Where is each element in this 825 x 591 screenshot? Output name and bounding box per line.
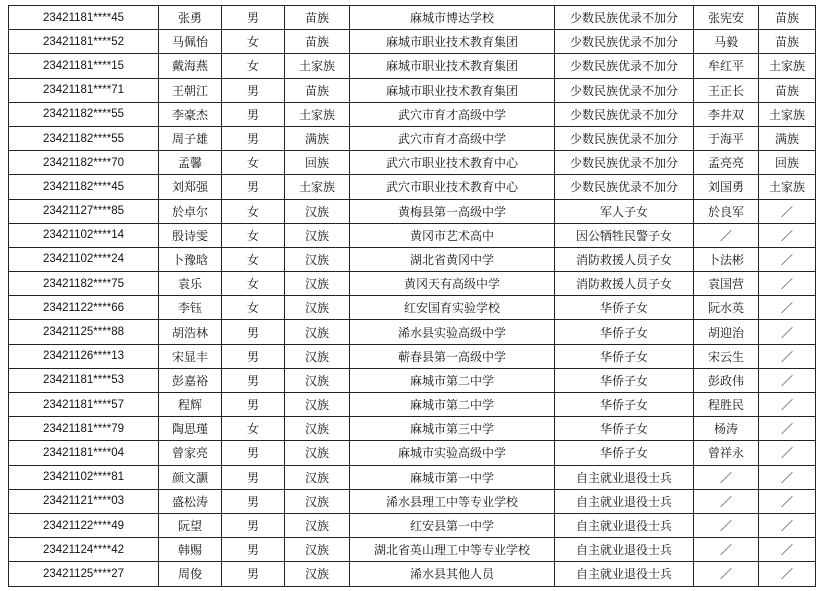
gender-cell: 男 — [222, 368, 285, 392]
exam-id-cell: 23421126****13 — [9, 344, 159, 368]
guardian-cell: 杨涛 — [694, 417, 759, 441]
ethnicity-cell: 汉族 — [285, 417, 350, 441]
school-cell: 湖北省黄冈中学 — [350, 247, 555, 271]
ethnicity-cell: 汉族 — [285, 344, 350, 368]
guardian-ethnicity-cell: ／ — [759, 513, 816, 537]
table-row — [9, 102, 816, 126]
guardian-cell: 阮水英 — [694, 296, 759, 320]
school-cell: 麻城市职业技术教育集团 — [350, 54, 555, 78]
ethnicity-cell: 汉族 — [285, 441, 350, 465]
exam-id-cell: 23421125****88 — [9, 320, 159, 344]
exam-id-cell: 23421182****55 — [9, 102, 159, 126]
ethnicity-cell: 汉族 — [285, 562, 350, 586]
guardian-ethnicity-cell: ／ — [759, 199, 816, 223]
name-cell: 周俊 — [159, 562, 222, 586]
exam-id-cell: 23421181****79 — [9, 417, 159, 441]
school-cell: 浠水县理工中等专业学校 — [350, 489, 555, 513]
guardian-ethnicity-cell: ／ — [759, 320, 816, 344]
guardian-ethnicity-cell: 回族 — [759, 151, 816, 175]
policy-cell: 因公牺牲民警子女 — [555, 223, 694, 247]
exam-id-cell: 23421181****57 — [9, 393, 159, 417]
gender-cell: 男 — [222, 393, 285, 417]
exam-id-cell: 23421124****42 — [9, 538, 159, 562]
policy-cell: 少数民族优录不加分 — [555, 151, 694, 175]
guardian-ethnicity-cell: ／ — [759, 272, 816, 296]
guardian-ethnicity-cell: 土家族 — [759, 175, 816, 199]
name-cell: 殷诗雯 — [159, 223, 222, 247]
exam-id-cell: 23421181****15 — [9, 54, 159, 78]
gender-cell: 女 — [222, 151, 285, 175]
guardian-ethnicity-cell: ／ — [759, 344, 816, 368]
table-row — [9, 126, 816, 150]
ethnicity-cell: 苗族 — [285, 6, 350, 30]
table-row — [9, 247, 816, 271]
gender-cell: 男 — [222, 78, 285, 102]
guardian-cell: 马毅 — [694, 30, 759, 54]
guardian-cell: 于海平 — [694, 126, 759, 150]
table-row — [9, 296, 816, 320]
gender-cell: 男 — [222, 538, 285, 562]
name-cell: 彭嘉裕 — [159, 368, 222, 392]
school-cell: 黄冈市艺术高中 — [350, 223, 555, 247]
gender-cell: 女 — [222, 272, 285, 296]
exam-id-cell: 23421121****03 — [9, 489, 159, 513]
exam-id-cell: 23421125****27 — [9, 562, 159, 586]
policy-cell: 军人子女 — [555, 199, 694, 223]
gender-cell: 男 — [222, 513, 285, 537]
policy-cell: 消防救援人员子女 — [555, 272, 694, 296]
guardian-cell: 彭政伟 — [694, 368, 759, 392]
ethnicity-cell: 汉族 — [285, 320, 350, 344]
table-row — [9, 151, 816, 175]
guardian-ethnicity-cell: ／ — [759, 562, 816, 586]
exam-id-cell: 23421181****53 — [9, 368, 159, 392]
gender-cell: 男 — [222, 126, 285, 150]
name-cell: 戴海燕 — [159, 54, 222, 78]
ethnicity-cell: 土家族 — [285, 175, 350, 199]
school-cell: 武穴市职业技术教育中心 — [350, 175, 555, 199]
guardian-cell: 牟红平 — [694, 54, 759, 78]
exam-id-cell: 23421122****49 — [9, 513, 159, 537]
school-cell: 武穴市育才高级中学 — [350, 102, 555, 126]
policy-cell: 少数民族优录不加分 — [555, 6, 694, 30]
school-cell: 红安国育实验学校 — [350, 296, 555, 320]
policy-cell: 华侨子女 — [555, 393, 694, 417]
ethnicity-cell: 汉族 — [285, 489, 350, 513]
ethnicity-cell: 苗族 — [285, 30, 350, 54]
ethnicity-cell: 汉族 — [285, 393, 350, 417]
table-row — [9, 344, 816, 368]
name-cell: 孟馨 — [159, 151, 222, 175]
school-cell: 麻城市职业技术教育集团 — [350, 78, 555, 102]
school-cell: 浠水县实验高级中学 — [350, 320, 555, 344]
policy-cell: 少数民族优录不加分 — [555, 30, 694, 54]
gender-cell: 男 — [222, 320, 285, 344]
guardian-ethnicity-cell: ／ — [759, 296, 816, 320]
guardian-cell: ／ — [694, 562, 759, 586]
policy-cell: 少数民族优录不加分 — [555, 102, 694, 126]
name-cell: 曾家亮 — [159, 441, 222, 465]
table-row — [9, 489, 816, 513]
ethnicity-cell: 汉族 — [285, 296, 350, 320]
gender-cell: 女 — [222, 30, 285, 54]
name-cell: 盛松涛 — [159, 489, 222, 513]
school-cell: 麻城市博达学校 — [350, 6, 555, 30]
table-row — [9, 393, 816, 417]
ethnicity-cell: 汉族 — [285, 513, 350, 537]
ethnicity-cell: 汉族 — [285, 247, 350, 271]
table-row — [9, 272, 816, 296]
guardian-cell: 胡迎治 — [694, 320, 759, 344]
name-cell: 李豪杰 — [159, 102, 222, 126]
policy-cell: 自主就业退役士兵 — [555, 562, 694, 586]
guardian-ethnicity-cell: 苗族 — [759, 78, 816, 102]
gender-cell: 男 — [222, 465, 285, 489]
school-cell: 湖北省英山理工中等专业学校 — [350, 538, 555, 562]
ethnicity-cell: 汉族 — [285, 465, 350, 489]
ethnicity-cell: 苗族 — [285, 78, 350, 102]
guardian-ethnicity-cell: ／ — [759, 393, 816, 417]
exam-id-cell: 23421182****70 — [9, 151, 159, 175]
table-row — [9, 320, 816, 344]
policy-cell: 自主就业退役士兵 — [555, 489, 694, 513]
guardian-cell: 孟亮亮 — [694, 151, 759, 175]
name-cell: 胡浩林 — [159, 320, 222, 344]
guardian-ethnicity-cell: ／ — [759, 368, 816, 392]
table-row — [9, 175, 816, 199]
name-cell: 韩赐 — [159, 538, 222, 562]
guardian-ethnicity-cell: 土家族 — [759, 102, 816, 126]
school-cell: 麻城市第二中学 — [350, 368, 555, 392]
ethnicity-cell: 汉族 — [285, 272, 350, 296]
name-cell: 刘郑强 — [159, 175, 222, 199]
guardian-ethnicity-cell: 土家族 — [759, 54, 816, 78]
school-cell: 麻城市第一中学 — [350, 465, 555, 489]
guardian-ethnicity-cell: ／ — [759, 489, 816, 513]
policy-cell: 华侨子女 — [555, 441, 694, 465]
guardian-ethnicity-cell: ／ — [759, 247, 816, 271]
school-cell: 麻城市职业技术教育集团 — [350, 30, 555, 54]
policy-cell: 少数民族优录不加分 — [555, 78, 694, 102]
table-row — [9, 513, 816, 537]
gender-cell: 女 — [222, 199, 285, 223]
guardian-ethnicity-cell: ／ — [759, 465, 816, 489]
table-row — [9, 223, 816, 247]
gender-cell: 女 — [222, 247, 285, 271]
name-cell: 陶思瑾 — [159, 417, 222, 441]
table-row — [9, 417, 816, 441]
guardian-ethnicity-cell: ／ — [759, 538, 816, 562]
name-cell: 马佩怡 — [159, 30, 222, 54]
policy-cell: 少数民族优录不加分 — [555, 126, 694, 150]
policy-cell: 少数民族优录不加分 — [555, 54, 694, 78]
guardian-cell: 袁国营 — [694, 272, 759, 296]
name-cell: 颜文灏 — [159, 465, 222, 489]
table-body — [9, 6, 816, 587]
school-cell: 黄梅县第一高级中学 — [350, 199, 555, 223]
ethnicity-cell: 汉族 — [285, 223, 350, 247]
gender-cell: 男 — [222, 6, 285, 30]
gender-cell: 女 — [222, 296, 285, 320]
policy-cell: 少数民族优录不加分 — [555, 175, 694, 199]
table-row — [9, 465, 816, 489]
guardian-cell: 宋云生 — [694, 344, 759, 368]
name-cell: 宋显丰 — [159, 344, 222, 368]
gender-cell: 女 — [222, 417, 285, 441]
name-cell: 於卓尔 — [159, 199, 222, 223]
table-row — [9, 538, 816, 562]
school-cell: 武穴市职业技术教育中心 — [350, 151, 555, 175]
exam-id-cell: 23421181****04 — [9, 441, 159, 465]
table-row — [9, 368, 816, 392]
ethnicity-cell: 汉族 — [285, 368, 350, 392]
policy-cell: 消防救援人员子女 — [555, 247, 694, 271]
policy-cell: 自主就业退役士兵 — [555, 513, 694, 537]
policy-cell: 自主就业退役士兵 — [555, 465, 694, 489]
guardian-cell: ／ — [694, 223, 759, 247]
school-cell: 浠水县其他人员 — [350, 562, 555, 586]
guardian-cell: 王正长 — [694, 78, 759, 102]
guardian-cell: 张宪安 — [694, 6, 759, 30]
policy-cell: 华侨子女 — [555, 296, 694, 320]
exam-id-cell: 23421127****85 — [9, 199, 159, 223]
table-row — [9, 199, 816, 223]
school-cell: 蕲春县第一高级中学 — [350, 344, 555, 368]
guardian-cell: ／ — [694, 513, 759, 537]
exam-id-cell: 23421181****45 — [9, 6, 159, 30]
name-cell: 王朝江 — [159, 78, 222, 102]
gender-cell: 男 — [222, 441, 285, 465]
policy-cell: 自主就业退役士兵 — [555, 538, 694, 562]
guardian-cell: ／ — [694, 465, 759, 489]
ethnicity-cell: 汉族 — [285, 199, 350, 223]
guardian-ethnicity-cell: 苗族 — [759, 6, 816, 30]
guardian-cell: 刘国勇 — [694, 175, 759, 199]
table-row — [9, 562, 816, 586]
gender-cell: 男 — [222, 562, 285, 586]
policy-cell: 华侨子女 — [555, 417, 694, 441]
table-row — [9, 30, 816, 54]
name-cell: 阮望 — [159, 513, 222, 537]
exam-id-cell: 23421182****55 — [9, 126, 159, 150]
ethnicity-cell: 土家族 — [285, 54, 350, 78]
exam-id-cell: 23421181****52 — [9, 30, 159, 54]
exam-id-cell: 23421102****14 — [9, 223, 159, 247]
name-cell: 袁乐 — [159, 272, 222, 296]
table-row — [9, 441, 816, 465]
guardian-cell: 曾祥永 — [694, 441, 759, 465]
name-cell: 周子雄 — [159, 126, 222, 150]
guardian-ethnicity-cell: ／ — [759, 441, 816, 465]
exam-id-cell: 23421102****81 — [9, 465, 159, 489]
guardian-cell: ／ — [694, 489, 759, 513]
school-cell: 麻城市第二中学 — [350, 393, 555, 417]
school-cell: 麻城市实验高级中学 — [350, 441, 555, 465]
exam-id-cell: 23421182****75 — [9, 272, 159, 296]
gender-cell: 男 — [222, 175, 285, 199]
guardian-ethnicity-cell: 苗族 — [759, 30, 816, 54]
gender-cell: 男 — [222, 344, 285, 368]
exam-id-cell: 23421122****66 — [9, 296, 159, 320]
exam-id-cell: 23421181****71 — [9, 78, 159, 102]
ethnicity-cell: 回族 — [285, 151, 350, 175]
guardian-ethnicity-cell: ／ — [759, 223, 816, 247]
name-cell: 张勇 — [159, 6, 222, 30]
gender-cell: 男 — [222, 489, 285, 513]
guardian-cell: 於良军 — [694, 199, 759, 223]
school-cell: 黄冈天有高级中学 — [350, 272, 555, 296]
guardian-cell: 卜法彬 — [694, 247, 759, 271]
ethnicity-cell: 满族 — [285, 126, 350, 150]
school-cell: 红安县第一中学 — [350, 513, 555, 537]
guardian-cell: 程胜民 — [694, 393, 759, 417]
table-row — [9, 54, 816, 78]
gender-cell: 女 — [222, 54, 285, 78]
school-cell: 武穴市育才高级中学 — [350, 126, 555, 150]
ethnicity-cell: 土家族 — [285, 102, 350, 126]
gender-cell: 女 — [222, 223, 285, 247]
school-cell: 麻城市第三中学 — [350, 417, 555, 441]
policy-cell: 华侨子女 — [555, 344, 694, 368]
table-row — [9, 6, 816, 30]
guardian-ethnicity-cell: 满族 — [759, 126, 816, 150]
ethnicity-cell: 汉族 — [285, 538, 350, 562]
guardian-ethnicity-cell: ／ — [759, 417, 816, 441]
roster-table — [8, 5, 816, 587]
name-cell: 李钰 — [159, 296, 222, 320]
policy-cell: 华侨子女 — [555, 368, 694, 392]
policy-cell: 华侨子女 — [555, 320, 694, 344]
gender-cell: 男 — [222, 102, 285, 126]
guardian-cell: 李井双 — [694, 102, 759, 126]
exam-id-cell: 23421182****45 — [9, 175, 159, 199]
table-row — [9, 78, 816, 102]
exam-id-cell: 23421102****24 — [9, 247, 159, 271]
guardian-cell: ／ — [694, 538, 759, 562]
name-cell: 卜豫晗 — [159, 247, 222, 271]
name-cell: 程辉 — [159, 393, 222, 417]
